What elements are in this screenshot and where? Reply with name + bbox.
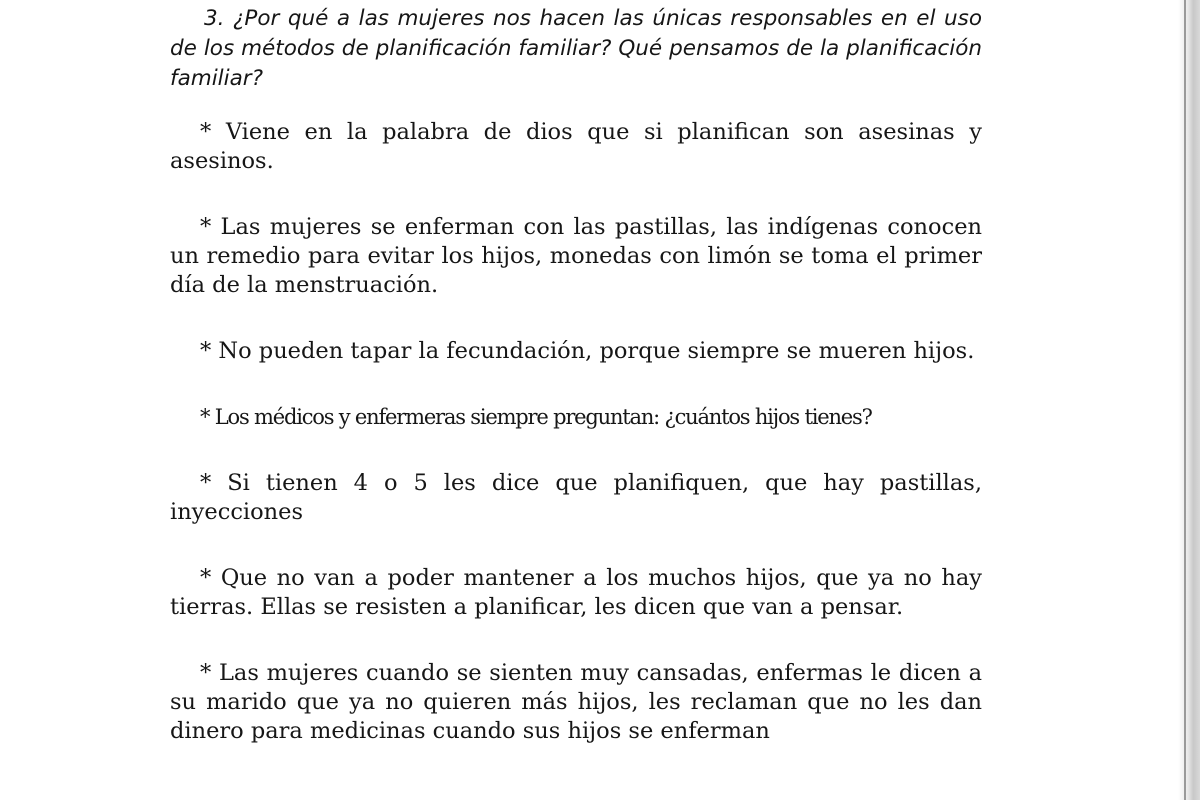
- bullet-paragraph-7: * Las mujeres cuando se sienten muy cansadas, enfermas le dicen a su marido que ya no quieren más hijos, les reclaman que no les dan dinero para medicinas cuando sus hijos se enferman: [170, 660, 982, 744]
- page-edge-line: [1184, 0, 1186, 800]
- document-body: [170, 4, 982, 746]
- bullet-paragraph-2: * Las mujeres se enferman con las pastillas, las indígenas conocen un remedio para evitar los hijos, monedas con limón se toma el primer día de la menstruación.: [170, 214, 982, 298]
- bullet-paragraph-5: * Si tienen 4 o 5 les dice que planifiquen, que hay pastillas, inyecciones: [170, 470, 982, 525]
- bullet-paragraph-6: * Que no van a poder mantener a los muchos hijos, que ya no hay tierras. Ellas se resisten a planificar, les dicen que van a pensar.: [170, 565, 982, 620]
- bullet-paragraph-4: * Los médicos y enfermeras siempre preguntan: ¿cuántos hijos tienes?: [200, 405, 872, 429]
- bullet-paragraph-1: * Viene en la palabra de dios que si planifican son asesinas y asesinos.: [170, 119, 982, 174]
- page-edge-shadow: [1178, 0, 1200, 800]
- question-heading: 3. ¿Por qué a las mujeres nos hacen las únicas responsables en el uso de los métodos de planificación familiar? Qué pensamos de la planificación familiar?: [170, 6, 982, 91]
- bullet-paragraph-3: * No pueden tapar la fecundación, porque siempre se mueren hijos.: [200, 338, 975, 364]
